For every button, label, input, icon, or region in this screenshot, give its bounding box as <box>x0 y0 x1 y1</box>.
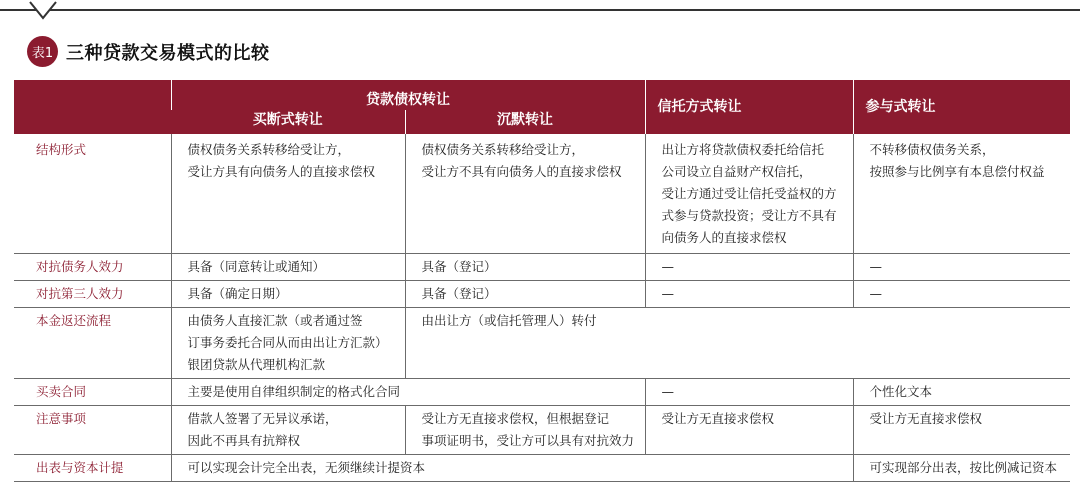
cell-trust: — <box>645 379 853 406</box>
header-buyout: 买断式转让 <box>171 110 405 134</box>
cell-participation: 可实现部分出表，按比例减记资本 <box>853 455 1070 482</box>
cell-buyout: 具备（确定日期） <box>171 281 405 308</box>
cell-trust: 出让方将贷款债权委托给信托 公司设立自益财产权信托， 受让方通过受让信托受益权的方 式参与贷款投资；受让方不具有 向债务人的直接求偿权 <box>645 134 853 254</box>
header-loan-transfer: 贷款债权转让 <box>171 80 645 110</box>
cell-buyout: 由债务人直接汇款（或者通过签 订事务委托合同从而由出让方汇款） 银团贷款从代理机构汇款 <box>171 308 405 379</box>
table-row <box>14 406 1070 455</box>
table-number-badge: 表1 <box>27 36 58 67</box>
table-row <box>14 455 1070 482</box>
table-title: 三种贷款交易模式的比较 <box>66 42 270 64</box>
notch-chevron-icon <box>28 0 58 24</box>
row-label: 对抗债务人效力 <box>14 254 171 281</box>
table-caption <box>27 36 270 67</box>
row-label: 本金返还流程 <box>14 308 171 379</box>
cell-silent: 具备（登记） <box>405 254 645 281</box>
cell-participation: 不转移债权债务关系， 按照参与比例享有本息偿付权益 <box>853 134 1070 254</box>
cell-buyout: 债权债务关系转移给受让方， 受让方具有向债务人的直接求偿权 <box>171 134 405 254</box>
top-rule <box>0 9 1080 11</box>
cell-trust: 受让方无直接求偿权 <box>645 406 853 455</box>
cell-silent: 具备（登记） <box>405 281 645 308</box>
cell-silent: 债权债务关系转移给受让方， 受让方不具有向债务人的直接求偿权 <box>405 134 645 254</box>
table-row <box>14 254 1070 281</box>
cell-silent-trust-participation: 由出让方（或信托管理人）转付 <box>405 308 1070 379</box>
cell-buyout-silent-trust: 可以实现会计完全出表，无须继续计提资本 <box>171 455 853 482</box>
cell-participation: — <box>853 254 1070 281</box>
cell-participation: — <box>853 281 1070 308</box>
table-row <box>14 308 1070 379</box>
table-row <box>14 134 1070 254</box>
header-empty <box>14 80 171 134</box>
table-row <box>14 281 1070 308</box>
cell-buyout: 借款人签署了无异议承诺， 因此不再具有抗辩权 <box>171 406 405 455</box>
row-label: 出表与资本计提 <box>14 455 171 482</box>
row-label: 结构形式 <box>14 134 171 254</box>
header-participation: 参与式转让 <box>853 80 1070 134</box>
row-label: 买卖合同 <box>14 379 171 406</box>
row-label: 注意事项 <box>14 406 171 455</box>
cell-silent: 受让方无直接求偿权，但根据登记 事项证明书，受让方可以具有对抗效力 <box>405 406 645 455</box>
header-silent: 沉默转让 <box>405 110 645 134</box>
cell-buyout-silent: 主要是使用自律组织制定的格式化合同 <box>171 379 645 406</box>
cell-trust: — <box>645 254 853 281</box>
row-label: 对抗第三人效力 <box>14 281 171 308</box>
header-trust: 信托方式转让 <box>645 80 853 134</box>
table-row <box>14 379 1070 406</box>
comparison-table <box>14 80 1070 482</box>
cell-participation: 个性化文本 <box>853 379 1070 406</box>
cell-participation: 受让方无直接求偿权 <box>853 406 1070 455</box>
cell-trust: — <box>645 281 853 308</box>
cell-buyout: 具备（同意转让或通知） <box>171 254 405 281</box>
